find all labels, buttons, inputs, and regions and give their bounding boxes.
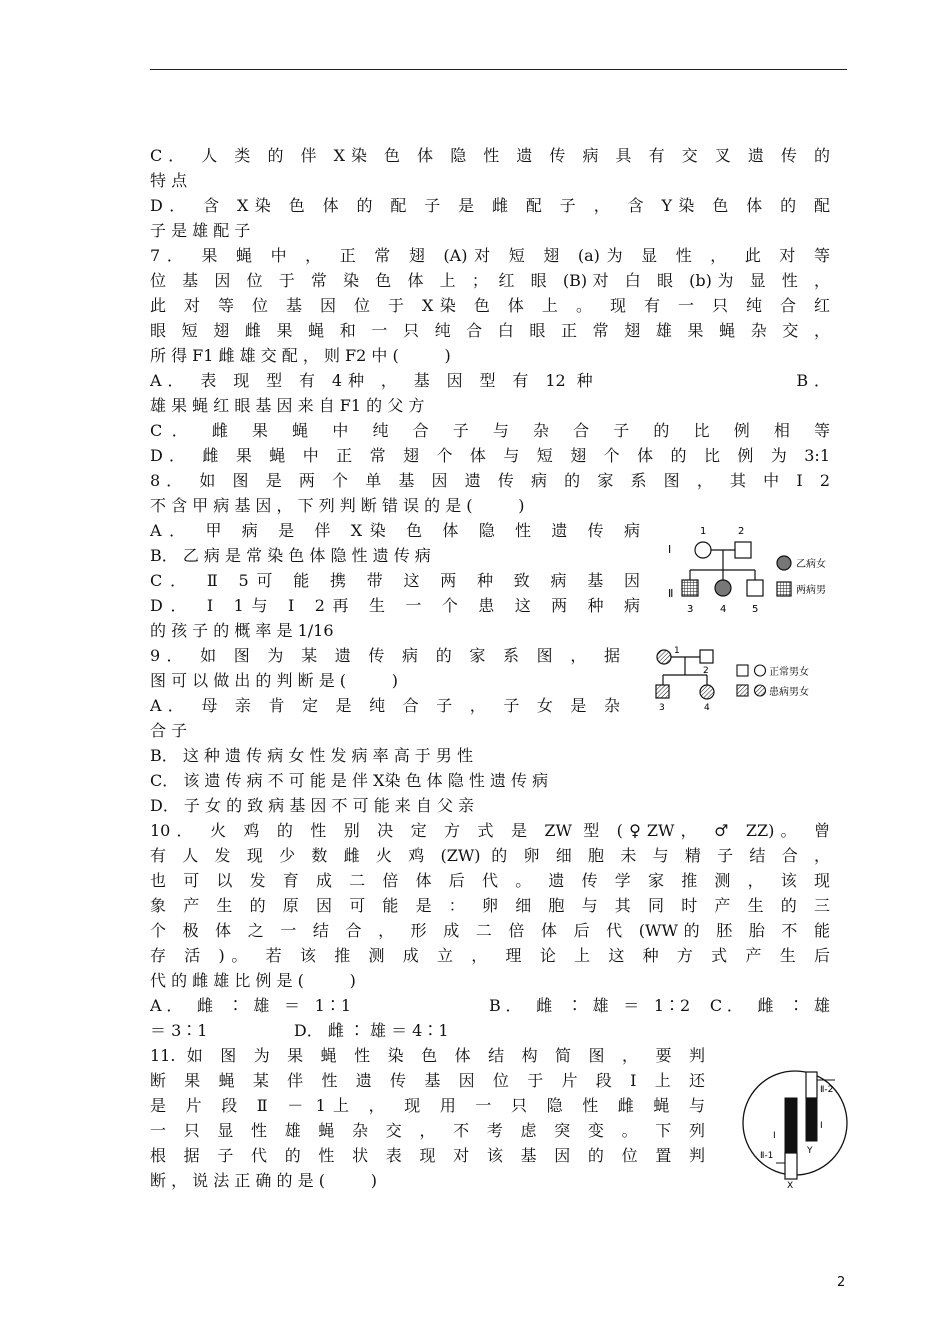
text-line: 不 含 甲 病 基 因 ， 下 列 判 断 错 误 的 是 ( ) <box>150 496 525 515</box>
text-line: 根 据 子 代 的 性 状 表 现 对 该 基 因 的 位 置 判 <box>150 1146 705 1165</box>
text-line: 存 活 )。 若 该 推 测 成 立 ， 理 论 上 这 种 方 式 产 生 后 <box>150 946 830 965</box>
text-line: 雄 果 蝇 红 眼 基 因 来 自 F1 的 父 方 <box>150 396 425 415</box>
daughter-affected-symbol <box>700 685 714 699</box>
text-line: A． 母 亲 肯 定 是 纯 合 子 ， 子 女 是 杂 <box>150 696 620 715</box>
legend-male-icon <box>777 582 791 596</box>
text-line: D． 子 女 的 致 病 基 因 不 可 能 来 自 父 亲 <box>150 796 475 815</box>
text-line: 10． 火 鸡 的 性 别 决 定 方 式 是 ZW 型 (♀ZW， ♂ ZZ)。 曾 <box>150 821 830 840</box>
text-line: C． 人 类 的 伴 X染 色 体 隐 性 遗 传 病 具 有 交 叉 遗 传 的 <box>150 146 830 165</box>
text-line: 代 的 雌 雄 比 例 是 ( ) <box>150 971 356 990</box>
male-normal-symbol <box>735 542 751 558</box>
pedigree-number: 5 <box>752 604 759 615</box>
text-line: 图 可 以 做 出 的 判 断 是 ( ) <box>150 671 399 690</box>
female-normal-symbol <box>695 542 711 558</box>
header-rule <box>150 69 847 70</box>
segment-label: Ⅱ-2 <box>820 1085 834 1095</box>
male-normal-symbol <box>747 580 763 596</box>
segment-label: Ⅰ <box>773 1131 776 1141</box>
text-line: 有 人 发 现 少 数 雌 火 鸡 (ZW) 的 卵 细 胞 未 与 精 子 结 合 ， <box>150 846 830 865</box>
pedigree-number: 2 <box>738 526 745 537</box>
pedigree-number: 3 <box>687 604 694 615</box>
legend-label: 正常男女 <box>769 667 809 678</box>
text-line: 7． 果 蝇 中 ， 正 常 翅 (A)对 短 翅 (a)为 显 性 ， 此 对 等 <box>150 246 830 265</box>
page-number: 2 <box>837 1275 846 1290</box>
chromosome-label-x: X <box>787 1181 794 1190</box>
text-line: A． 表 现 型 有 4种 ， 基 因 型 有 12 种 B． <box>150 371 830 390</box>
son-affected-symbol <box>656 685 669 698</box>
text-line: 断 果 蝇 某 伴 性 遗 传 基 因 位 于 片 段 Ⅰ 上 还 <box>150 1071 705 1090</box>
text-line: 此 对 等 位 基 因 位 于 X染 色 体 上 。 现 有 一 只 纯 合 红 <box>150 296 830 315</box>
text-line: 子 是 雄 配 子 <box>150 221 251 240</box>
legend-female-icon <box>777 556 791 570</box>
text-line: 是 片 段 Ⅱ － 1上 ， 现 用 一 只 隐 性 雌 蝇 与 <box>150 1096 705 1115</box>
text-line: D． 雌 果 蝇 中 正 常 翅 个 体 与 短 翅 个 体 的 比 例 为 3:1 <box>150 446 830 465</box>
text-line: C． 该 遗 传 病 不 可 能 是 伴 X染 色 体 隐 性 遗 传 病 <box>150 771 549 790</box>
legend-label: 两病男 <box>796 585 826 596</box>
segment-label: Ⅰ <box>820 1121 823 1131</box>
text-line: 的 孩 子 的 概 率 是 1/16 <box>150 621 334 640</box>
text-line: 8． 如 图 是 两 个 单 基 因 遗 传 病 的 家 系 图 ， 其 中 Ⅰ 2 <box>150 471 830 490</box>
text-line: A． 雌 ∶ 雄 ＝ 1∶1 B． 雌 ∶ 雄 ＝ 1∶2 C． 雌 ∶ 雄 <box>150 996 830 1015</box>
pedigree-figure-q9 <box>650 645 850 713</box>
text-line: B． 乙 病 是 常 染 色 体 隐 性 遗 传 病 <box>150 546 431 565</box>
text-line: 也 可 以 发 育 成 二 倍 体 后 代 。 遗 传 学 家 推 测 ， 该 现 <box>150 871 830 890</box>
pedigree-number: 4 <box>704 703 710 713</box>
pedigree-figure-q8 <box>660 522 850 622</box>
legend-normal-female-icon <box>755 665 766 676</box>
legend-affected-male-icon <box>737 685 748 696</box>
chromosome-label-y: Y <box>807 1146 813 1156</box>
father-normal-symbol <box>700 650 713 663</box>
text-line: 9． 如 图 为 某 遗 传 病 的 家 系 图 ， 据 <box>150 646 620 665</box>
pedigree-number: 2 <box>703 666 709 676</box>
gen-label-I: Ⅰ <box>668 543 672 556</box>
legend-affected-female-icon <box>755 685 766 696</box>
segment-label: Ⅱ-1 <box>760 1151 774 1161</box>
pedigree-number: 3 <box>659 703 665 713</box>
text-line: D． Ⅰ 1与 Ⅰ 2再 生 一 个 患 这 两 种 病 <box>150 596 640 615</box>
text-line: 断 ， 说 法 正 确 的 是 ( ) <box>150 1171 377 1190</box>
y-chromosome-shared-segment <box>806 1098 817 1141</box>
y-chromosome-specific-segment <box>806 1072 817 1098</box>
pedigree-number: 1 <box>700 526 707 537</box>
text-line: 合 子 <box>150 721 188 740</box>
text-line: D． 含 X染 色 体 的 配 子 是 雌 配 子 ， 含 Y染 色 体 的 配 <box>150 196 830 215</box>
text-line: ＝ 3∶1 D． 雌 ∶ 雄 ＝ 4∶1 <box>150 1021 449 1040</box>
text-line: B． 这 种 遗 传 病 女 性 发 病 率 高 于 男 性 <box>150 746 473 765</box>
mother-affected-symbol <box>657 650 671 664</box>
text-line: A． 甲 病 是 伴 X染 色 体 隐 性 遗 传 病 <box>150 521 640 540</box>
text-line: 所 得 F1 雌 雄 交 配 ， 则 F2 中 ( ) <box>150 346 451 365</box>
legend-normal-male-icon <box>737 665 748 676</box>
text-line: 象 产 生 的 原 因 可 能 是 ： 卵 细 胞 与 其 同 时 产 生 的 三 <box>150 896 830 915</box>
text-line: 眼 短 翅 雌 果 蝇 和 一 只 纯 合 白 眼 正 常 翅 雄 果 蝇 杂 交 ， <box>150 321 830 340</box>
pedigree-number: 1 <box>674 646 680 656</box>
legend-label: 患病男女 <box>769 687 809 698</box>
x-chromosome-shared-segment <box>785 1098 797 1153</box>
text-line: 特 点 <box>150 171 188 190</box>
text-line: C． Ⅱ 5可 能 携 带 这 两 种 致 病 基 因 <box>150 571 640 590</box>
text-line: 11. 如 图 为 果 蝇 性 染 色 体 结 构 简 图 ， 要 判 <box>150 1046 705 1065</box>
text-line: C． 雌 果 蝇 中 纯 合 子 与 杂 合 子 的 比 例 相 等 <box>150 421 830 440</box>
x-chromosome-specific-segment <box>785 1153 797 1179</box>
text-line: 位 基 因 位 于 常 染 色 体 上 ； 红 眼 (B)对 白 眼 (b)为 显 性 ， <box>150 271 830 290</box>
text-line: 一 只 显 性 雄 蝇 杂 交 ， 不 考 虑 突 变 。 下 列 <box>150 1121 705 1140</box>
sex-chromosome-figure <box>740 1060 850 1190</box>
legend-label: 乙病女 <box>796 559 826 570</box>
pedigree-number: 4 <box>720 604 727 615</box>
text-line: 个 极 体 之 一 结 合 ， 形 成 二 倍 体 后 代 (WW的 胚 胎 不 能 <box>150 921 830 940</box>
gen-label-II: Ⅱ <box>668 587 674 600</box>
female-disease-b-symbol <box>715 580 731 596</box>
male-both-diseases-symbol <box>682 580 698 596</box>
